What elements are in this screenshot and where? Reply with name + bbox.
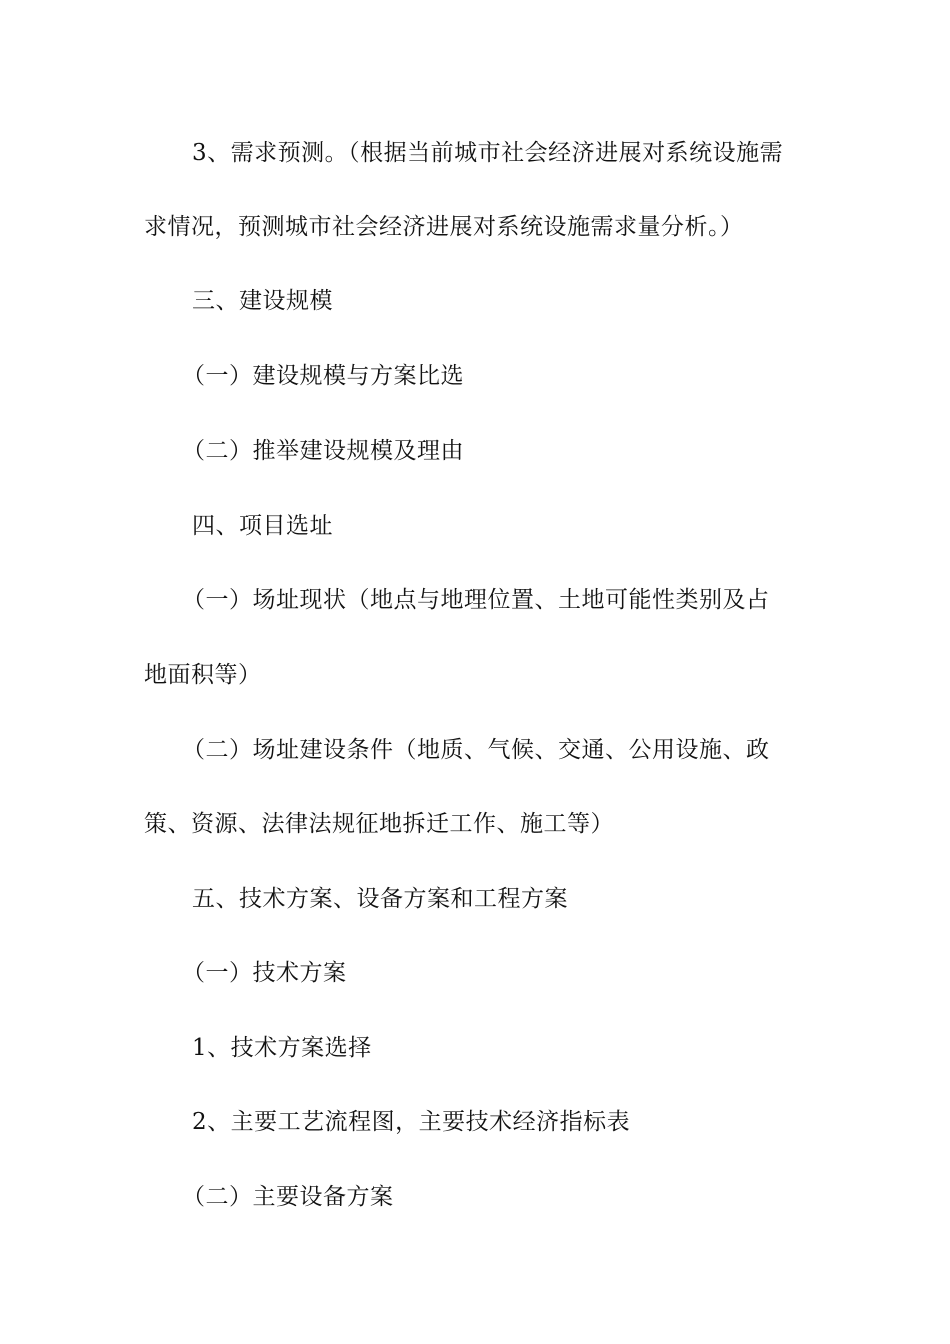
subheading-scale-comparison: （一）建设规模与方案比选 — [182, 363, 464, 389]
paragraph-demand-forecast-line-1: 3、需求预测。（根据当前城市社会经济进展对系统设施需 — [192, 140, 784, 166]
paragraph-site-status-line-2: 地面积等） — [144, 662, 262, 688]
section-heading-site-selection: 四、项目选址 — [192, 513, 333, 539]
paragraph-site-conditions-line-1: （二）场址建设条件（地质、气候、交通、公用设施、政 — [182, 737, 770, 763]
item-process-flow-chart: 2、主要工艺流程图，主要技术经济指标表 — [192, 1109, 631, 1135]
section-heading-construction-scale: 三、建设规模 — [192, 288, 333, 314]
subheading-main-equipment-plan: （二）主要设备方案 — [182, 1184, 394, 1210]
subheading-technical-plan: （一）技术方案 — [182, 960, 347, 986]
subheading-recommended-scale: （二）推举建设规模及理由 — [182, 438, 464, 464]
section-heading-technical-plans: 五、技术方案、设备方案和工程方案 — [192, 886, 568, 912]
paragraph-site-conditions-line-2: 策、资源、法律法规征地拆迁工作、施工等） — [144, 811, 614, 837]
paragraph-demand-forecast-line-2: 求情况，预测城市社会经济进展对系统设施需求量分析。） — [144, 214, 744, 240]
item-technical-plan-selection: 1、技术方案选择 — [192, 1035, 372, 1061]
paragraph-site-status-line-1: （一）场址现状（地点与地理位置、土地可能性类别及占 — [182, 587, 770, 613]
